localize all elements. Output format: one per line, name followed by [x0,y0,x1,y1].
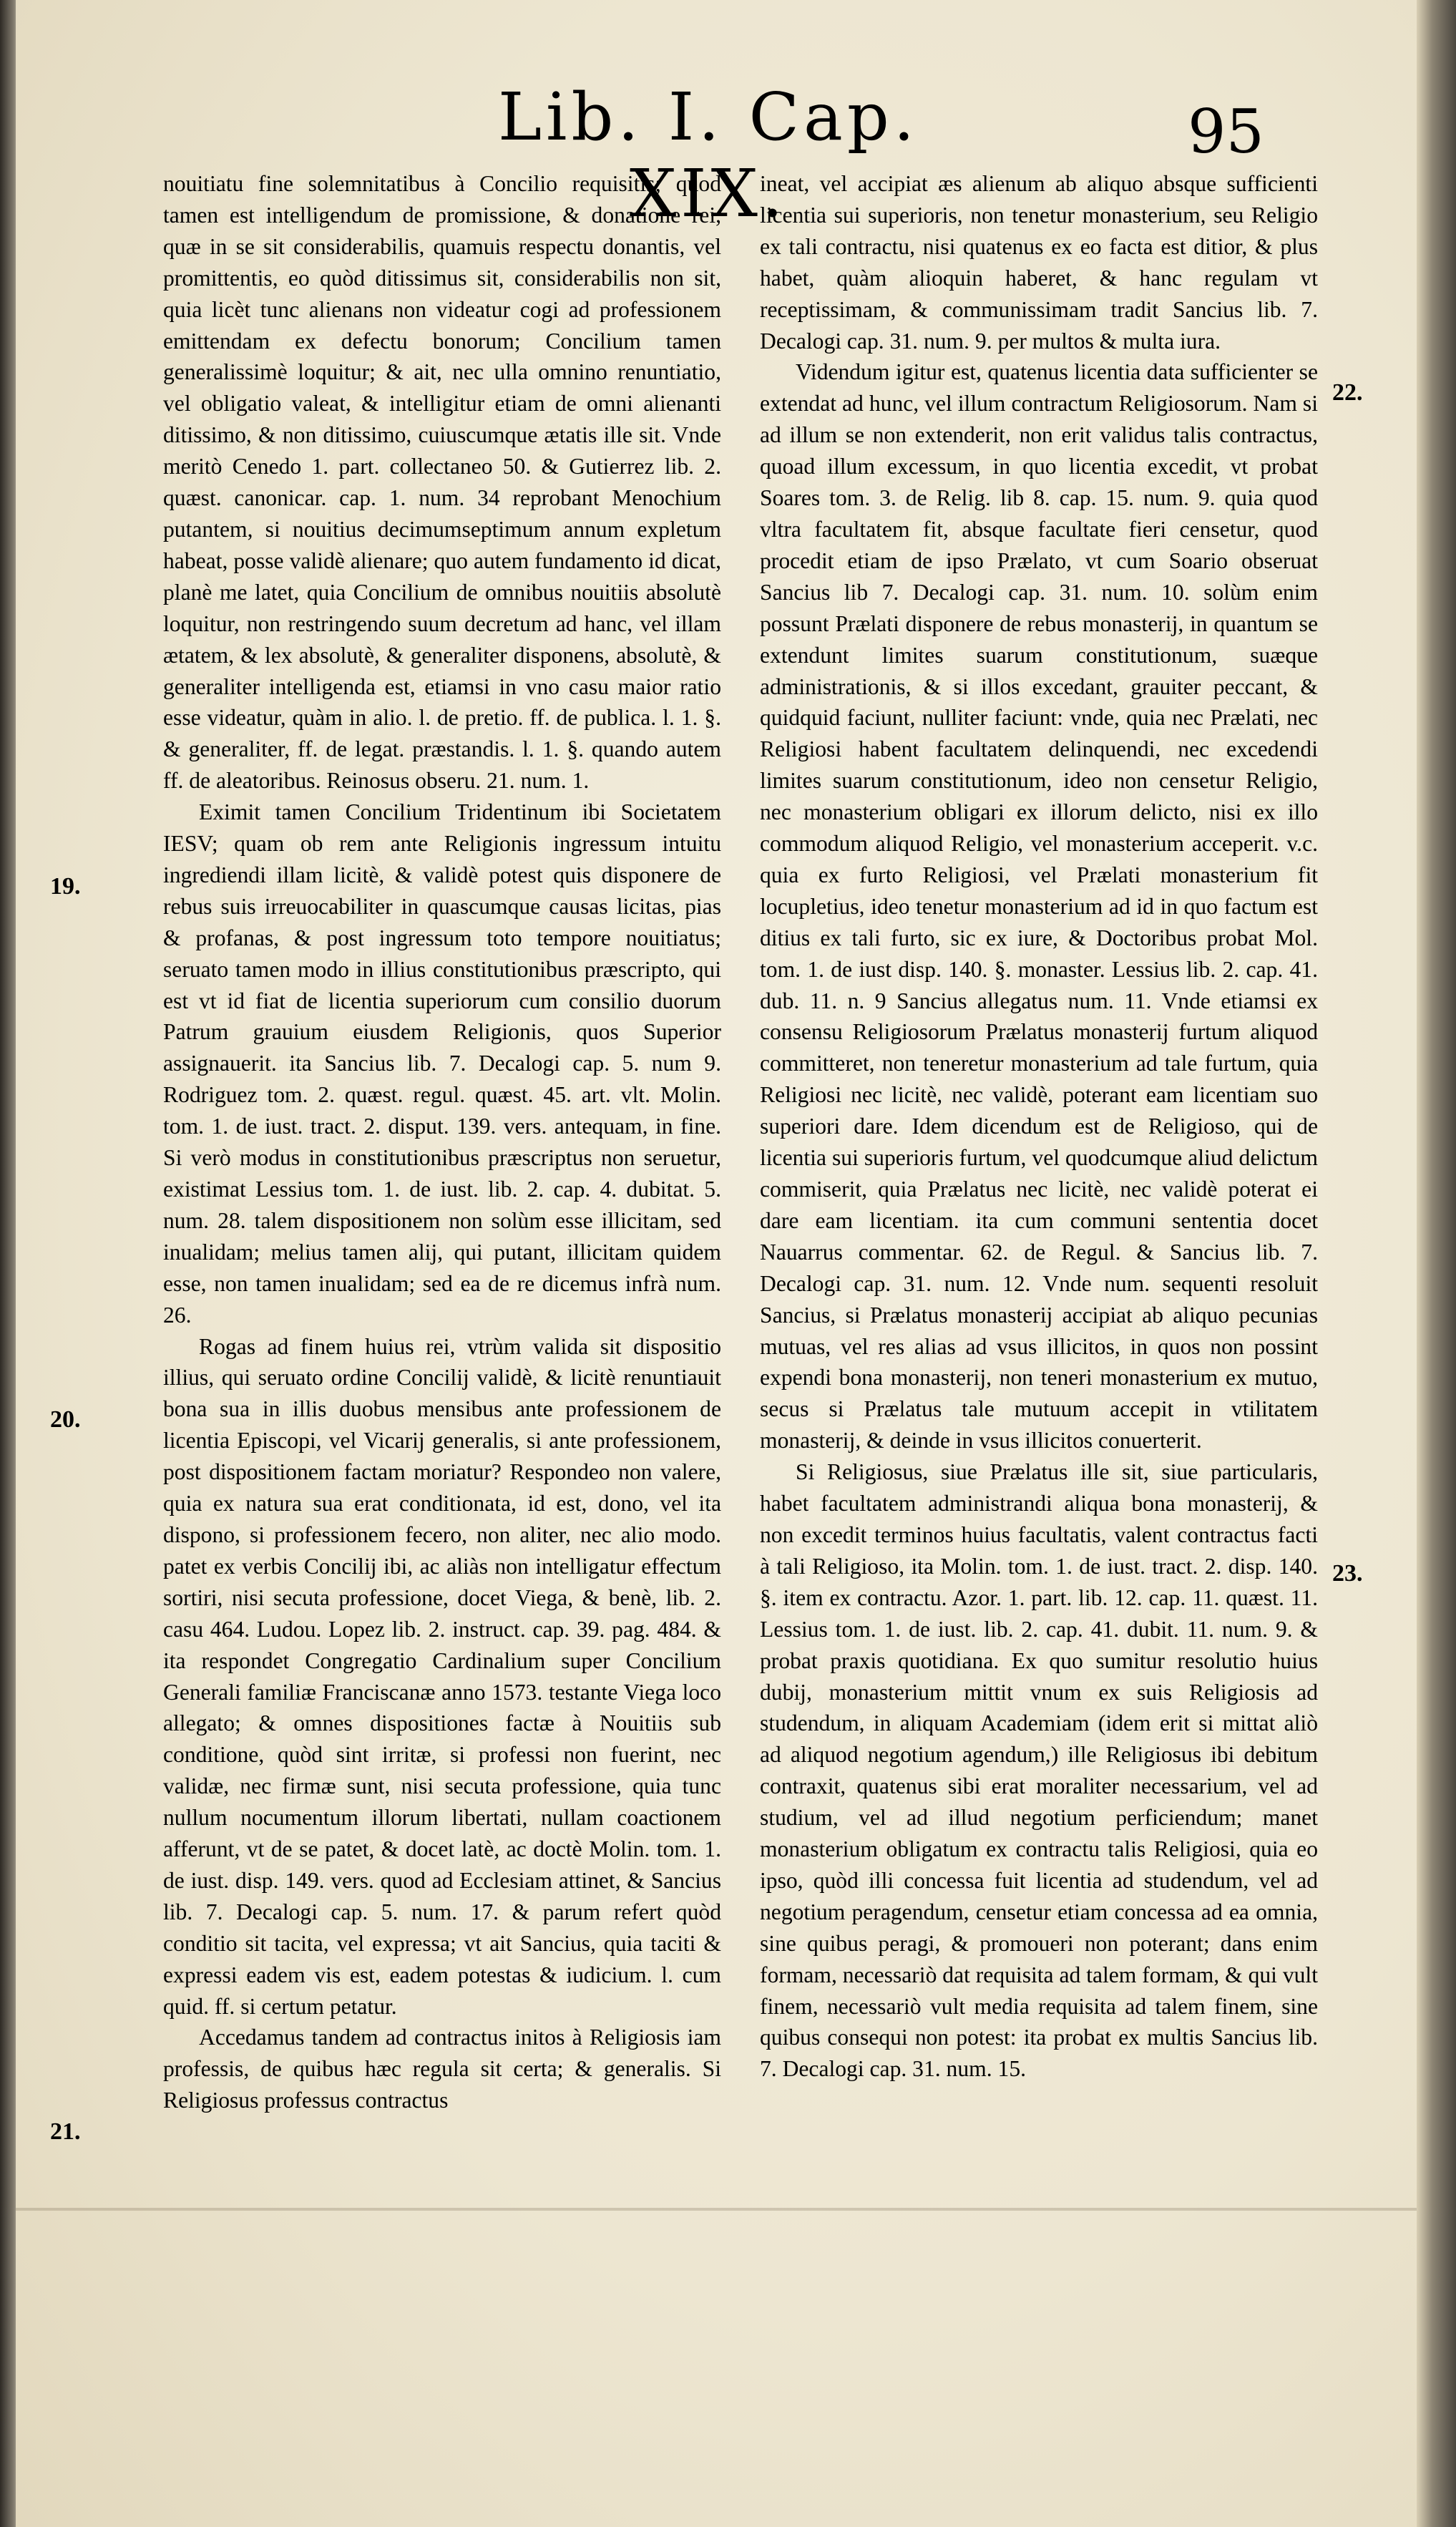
margin-number-19: 19. [50,873,81,900]
left-column [163,168,721,2308]
margin-number-22: 22. [1332,379,1363,406]
running-header: Lib. I. Cap. XIX. [497,79,919,232]
paragraph: Si Religiosus, siue Prælatus ille sit, siue particularis, habet facultatem administrandi aliqua bona monasterij, & non excedit terminos huius facultatis, valent contractus facti à tali Religioso, ita Molin. tom. 1. de iust. tract. 2. disp. 140. §. item ex contractu. Azor. 1. part. lib. 12. cap. 11. quæst. 11. Lessius tom. 1. de iust. lib. 2. cap. 41. dubit. 11. num. 9. & probat praxis quotidiana. Ex quo sumitur resolutio huius dubij, monasterium mittit vnum ex suis Religiosis ad studendum, in aliquam Academiam (idem erit si mittat aliò ad aliquod negotium agendum,) ille Religiosus ibi debitum contraxit, quatenus sibi erat moraliter necessarium, vel ad studium, vel ad illud negotium perficiendum; manet monasterium obligatum ex contractu talis Religiosi, quia eo ipso, quòd illi concessa fuit licentia ad studendum, vel ad negotium peragendum, censetur etiam concessa ad ea omnia, sine quibus peragi, & promoueri non poterant; dans enim formam, necessariò dat requisita ad talem formam, & qui vult finem, necessariò vult media requisita ad talem finem, sine quibus consequi non potest: ita probat ex multis Sancius lib. 7. Decalogi cap. 31. num. 15. [760,1459,1318,2082]
paragraph: nouitiatu fine solemnitatibus à Concilio requisitis; quod tamen est intelligendum de promissione, & donatione rei, quæ in se sit considerabilis, quamuis respectu donantis, vel promittentis, eo quòd ditissimus sit, considerabilis non sit, quia licèt tunc alienans non videatur cogi ad professionem emittendam ex defectu bonorum; Concilium tamen generalissimè loquitur; & ait, nec ulla omnino renuntiatio, vel obligatio valeat, & intelligitur etiam de omni alienanti ditissimo, & non ditissimo, cuiuscumque ætatis ille sit. Vnde meritò Cenedo 1. part. collectaneo 50. & Gutierrez lib. 2. quæst. canonicar. cap. 1. num. 34 reprobant Menochium putantem, si nouitius decimumseptimum annum expletum habeat, posse validè alienare; quo autem fundamento id dicat, planè me latet, quia Concilium de omnibus nouitiis absolutè loquitur, non restringendo suum decretum ad hanc, vel illam ætatem, & lex absolutè, & generaliter disponens, absolutè, & generaliter intelligenda est, etiamsi in vno casu maior ratio esse videatur, quàm in alio. l. de pretio. ff. de publica. l. 1. §. & generaliter, ff. de legat. præstandis. l. 1. §. quando autem ff. de aleatoribus. Reinosus obseru. 21. num. 1. [163,171,721,794]
paragraph: Eximit tamen Concilium Tridentinum ibi Societatem IESV; quam ob rem ante Religionis ingressum intuitu ingrediendi illam licitè, & validè potest quis disponere de rebus suis irreuocabiliter in quascumque causas licitas, pias & profanas, & post ingressum toto tempore nouitiatus; seruato tamen modo in illius constitutionibus præscripto, qui est vt id fiat de licentia superiorum cum consilio duorum Patrum grauium eiusdem Religionis, quos Superior assignauerit. ita Sancius lib. 7. Decalogi cap. 5. num 9. Rodriguez tom. 2. quæst. regul. quæst. 45. art. vlt. Molin. tom. 1. de iust. tract. 2. disput. 139. vers. antequam, in fine. Si verò modus in constitutionibus præscriptus non seruetur, existimat Lessius tom. 1. de iust. lib. 2. cap. 4. dubitat. 5. num. 28. talem dispositionem non solùm esse illicitam, sed inualidam; melius tamen alij, qui putant, illicitam quidem esse, non tamen inualidam; sed ea de re dicemus infrà num. 26. [163,799,721,1328]
page-number: 95 [1188,97,1264,167]
paragraph: Rogas ad finem huius rei, vtrùm valida sit dispositio illius, qui seruato ordine Concilij validè, & licitè renuntiauit bona sua in illis duobus mensibus ante professionem de licentia Episcopi, vel Vicarij generalis, si ante professionem, post dispositionem factam moriatur? Respondeo non valere, quia ex natura sua erat conditionata, id est, dono, vel ita dispono, si professionem fecero, non aliter, nec alio modo. patet ex verbis Concilij ibi, ac aliàs non intelligatur effectum sortiri, nisi secuta professione, docet Viega, & benè, lib. 2. casu 464. Ludou. Lopez lib. 2. instruct. cap. 39. pag. 484. & ita respondet Congregatio Cardinalium super Concilium Generali familiæ Franciscanæ anno 1573. testante Viega loco allegato; & omnes dispositiones factæ à Nouitiis sub conditione, quòd sint irritæ, si professi non fuerint, nec validæ, nec firmæ sunt, nisi secuta professione, quia tunc nullum nocumentum illorum libertati, nullam coactionem afferunt, vt de se patet, & docet latè, ac doctè Molin. tom. 1. de iust. disp. 149. vers. quod ad Ecclesiam attinet, & Sancius lib. 7. Decalogi cap. 5. num. 17. & parum refert quòd conditio sit tacita, vel expressa; vt ait Sancius, quia taciti & expressi eadem vis est, eadem potestas & iudicium. l. cum quid. ff. si certum petatur. [163,1333,721,2019]
margin-number-23: 23. [1332,1560,1363,1587]
paragraph: Accedamus tandem ad contractus initos à Religiosis iam professis, de quibus hæc regula sit certa; & generalis. Si Religiosus professus contractus [163,2025,721,2113]
page-edge [1417,0,1456,2527]
paragraph: Videndum igitur est, quatenus licentia data sufficienter se extendat ad hunc, vel illum contractum Religiosorum. Nam si ad illum se non extenderit, non erit validus talis contractus, quoad illum excessum, in quo licentia excedit, vt probat Soares tom. 3. de Relig. lib 8. cap. 15. num. 9. quia quod vltra facultatem fit, absque facultate fieri censetur, quod procedit etiam de ipso Prælato, vt cum Soario obseruat Sancius lib 7. Decalogi cap. 31. num. 10. solùm enim possunt Prælati disponere de rebus monasterij, in quantum se extendunt limites suarum constitutionum, suæque administrationis, & si illos excedant, grauiter peccant, & quidquid faciunt, nulliter faciunt: vnde, quia nec Prælati, nec Religiosi habent facultatem delinquendi, nec excedendi limites suarum constitutionum, ideo non censetur Religio, nec monasterium obligari ex illorum delicto, nisi ex illo commodum aliquod Religio, vel monasterium acceperit. v.c. quia ex furto Religiosi, vel Prælati monasterium fit locupletius, ideo tenetur monasterium ad id in quo factum est ditius ex tali furto, sic ex iure, & Doctoribus probat Mol. tom. 1. de iust disp. 140. §. monaster. Lessius lib. 2. cap. 41. dub. 11. n. 9 Sancius allegatus num. 11. Vnde etiamsi ex consensu Religiosorum Prælatus monasterij furtum aliquod committeret, non teneretur monasterium ad tale furtum, quia Religiosi nec licitè, nec validè, poterant eam licentiam suo superiori dare. Idem dicendum est de Religioso, qui de licentia sui superioris furtum, vel quodcumque aliud delictum commiserit, quia Prælatus nec licitè, nec validè poterat ei dare eam licentiam. ita cum communi sententia docet Nauarrus commentar. 62. de Regul. & Sancius lib. 7. Decalogi cap. 31. num. 12. Vnde num. sequenti resoluit Sancius, si Prælatus monasterij accipiat ab aliquo pecunias mutuas, vel res alias ad vsus illicitos, in quos non possint expendi bona monasterij, non teneri monasterium ex mutuo, secus si Prælatus tale mutuum accepit in vtilitatem monasterij, & deinde in vsus illicitos conuerterit. [760,359,1318,1454]
right-column [760,168,1318,2308]
margin-number-20: 20. [50,1406,81,1433]
margin-number-21: 21. [50,2118,81,2145]
paragraph: ineat, vel accipiat æs alienum ab aliquo absque sufficienti licentia sui superioris, non tenetur monasterium, seu Religio ex tali contractu, nisi quatenus ex eo facta est ditior, & plus habet, quàm alioquin haberet, & hanc regulam vt receptissimam, & communissimam tradit Sancius lib. 7. Decalogi cap. 31. num. 9. per multos & multa iura. [760,171,1318,354]
